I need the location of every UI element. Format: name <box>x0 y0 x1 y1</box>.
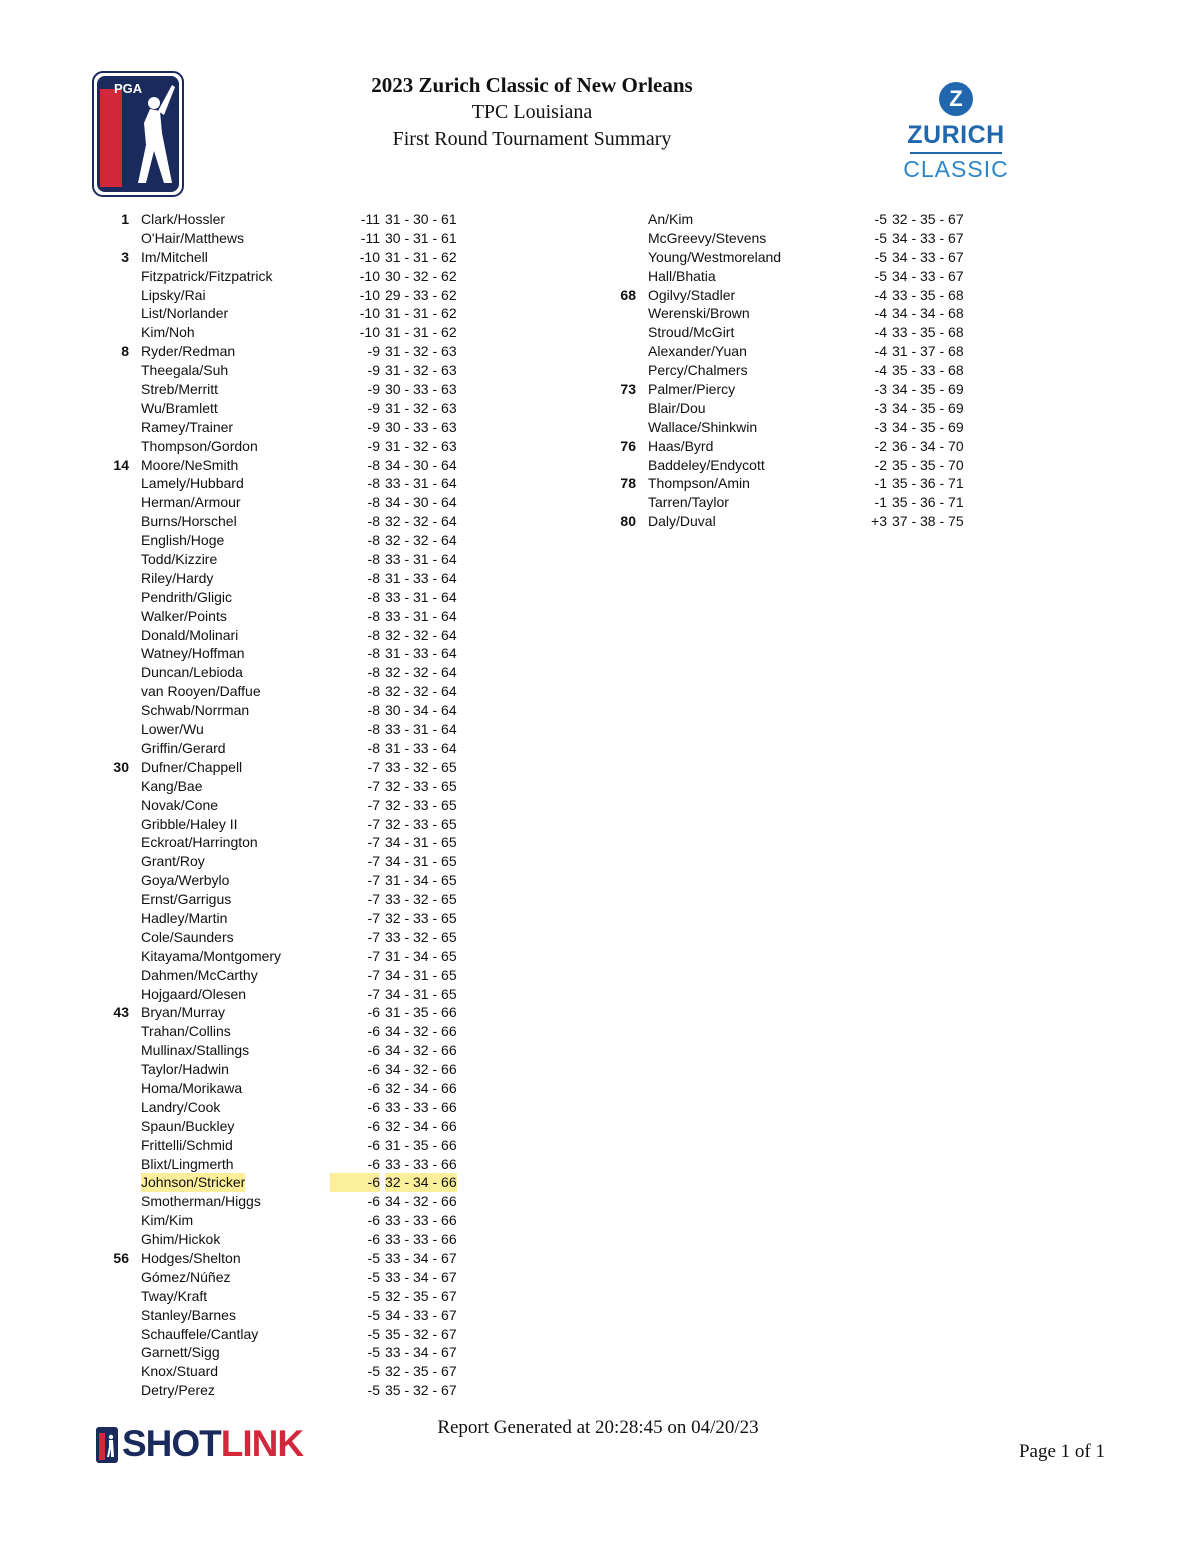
round-scores-cell: 33 - 33 - 66 <box>385 1155 457 1172</box>
to-par-cell: -2 <box>874 437 887 454</box>
shotlink-shot-text: SHOT <box>122 1423 221 1464</box>
to-par-cell: -8 <box>367 683 380 700</box>
to-par-cell: -6 <box>367 1212 380 1229</box>
shotlink-logo <box>96 1424 341 1466</box>
round-scores-cell: 30 - 31 - 61 <box>385 229 457 246</box>
team-name-cell: Cole/Saunders <box>141 928 234 945</box>
team-name-cell: Hadley/Martin <box>141 909 228 926</box>
to-par-cell: -5 <box>367 1363 380 1380</box>
team-name-cell: Hall/Bhatia <box>648 267 716 284</box>
round-scores-cell: 33 - 34 - 67 <box>385 1249 457 1266</box>
to-par-cell: -7 <box>367 985 380 1002</box>
position-cell: 56 <box>113 1249 129 1266</box>
round-scores-cell: 31 - 35 - 66 <box>385 1004 457 1021</box>
to-par-cell: -9 <box>367 343 380 360</box>
team-name-cell: Ernst/Garrigus <box>141 891 232 908</box>
round-scores-cell: 31 - 34 - 65 <box>385 947 457 964</box>
round-scores-cell: 31 - 35 - 66 <box>385 1136 457 1153</box>
round-scores-cell: 34 - 34 - 68 <box>892 305 964 322</box>
round-scores-cell: 32 - 35 - 67 <box>385 1287 457 1304</box>
round-scores-cell: 31 - 32 - 63 <box>385 343 457 360</box>
round-scores-cell: 33 - 31 - 64 <box>385 551 457 568</box>
round-scores-cell: 34 - 30 - 64 <box>385 456 457 473</box>
team-name-cell: Garnett/Sigg <box>141 1344 220 1361</box>
to-par-cell: -1 <box>874 494 887 511</box>
shotlink-link-text: LINK <box>220 1423 304 1464</box>
to-par-cell: -8 <box>367 721 380 738</box>
team-name-cell: Bryan/Murray <box>141 1004 226 1021</box>
to-par-cell: -8 <box>367 607 380 624</box>
team-name-cell: Spaun/Buckley <box>141 1117 235 1134</box>
to-par-cell: -7 <box>367 966 380 983</box>
to-par-cell: -4 <box>874 286 887 303</box>
to-par-cell: -8 <box>367 645 380 662</box>
round-scores-cell: 35 - 36 - 71 <box>892 494 964 511</box>
team-name-cell: Kitayama/Montgomery <box>141 947 282 964</box>
zurich-divider <box>910 152 1002 154</box>
round-scores-cell: 34 - 32 - 66 <box>385 1061 457 1078</box>
team-name-cell: Stroud/McGirt <box>648 324 735 341</box>
team-name-cell: Homa/Morikawa <box>141 1079 243 1096</box>
to-par-cell: -3 <box>874 418 887 435</box>
round-scores-cell: 33 - 31 - 64 <box>385 588 457 605</box>
team-name-cell: Watney/Hoffman <box>141 645 245 662</box>
team-name-cell: Stanley/Barnes <box>141 1306 236 1323</box>
to-par-cell: -7 <box>367 777 380 794</box>
to-par-cell: -5 <box>874 229 887 246</box>
team-name-cell: Knox/Stuard <box>141 1363 219 1380</box>
zurich-classic-word: CLASSIC <box>903 156 1009 182</box>
team-name-cell: Landry/Cook <box>141 1098 221 1115</box>
round-scores-cell: 34 - 31 - 65 <box>385 853 457 870</box>
to-par-cell: -6 <box>330 1173 380 1192</box>
position-cell: 43 <box>113 1004 129 1021</box>
round-scores-cell: 33 - 31 - 64 <box>385 721 457 738</box>
team-name-cell: Blair/Dou <box>648 399 706 416</box>
round-scores-cell: 31 - 34 - 65 <box>385 872 457 889</box>
team-name-cell: Wallace/Shinkwin <box>648 418 758 435</box>
to-par-cell: -5 <box>367 1325 380 1342</box>
team-name-cell: Haas/Byrd <box>648 437 714 454</box>
zurich-wordmark: ZURICH <box>907 121 1005 149</box>
team-name-cell: Hodges/Shelton <box>141 1249 241 1266</box>
to-par-cell: -6 <box>367 1004 380 1021</box>
round-scores-cell: 31 - 37 - 68 <box>892 343 964 360</box>
round-scores-cell: 32 - 32 - 64 <box>385 626 457 643</box>
round-scores-cell: 29 - 33 - 62 <box>385 286 457 303</box>
team-name-cell: Duncan/Lebioda <box>141 664 243 681</box>
to-par-cell: -10 <box>359 305 380 322</box>
round-scores-cell: 31 - 30 - 61 <box>385 211 457 227</box>
team-name-cell: Alexander/Yuan <box>648 343 747 360</box>
to-par-cell: -6 <box>367 1155 380 1172</box>
team-name-cell: Dahmen/McCarthy <box>141 966 258 983</box>
to-par-cell: -6 <box>367 1061 380 1078</box>
team-name-cell: Kang/Bae <box>141 777 203 794</box>
to-par-cell: -5 <box>367 1306 380 1323</box>
round-scores-cell: 33 - 33 - 66 <box>385 1231 457 1248</box>
zurich-mark-icon: Z <box>939 82 973 116</box>
round-scores-cell: 32 - 35 - 67 <box>892 211 964 227</box>
round-scores-cell: 34 - 35 - 69 <box>892 418 964 435</box>
to-par-cell: -6 <box>367 1136 380 1153</box>
to-par-cell: -9 <box>367 362 380 379</box>
team-name-cell: Goya/Werbylo <box>141 872 230 889</box>
to-par-cell: -5 <box>367 1382 380 1399</box>
team-name-cell: van Rooyen/Daffue <box>141 683 261 700</box>
team-name-cell: Palmer/Piercy <box>648 381 736 398</box>
team-name-cell: Gribble/Haley II <box>141 815 238 832</box>
team-name-cell: Tarren/Taylor <box>648 494 729 511</box>
to-par-cell: -4 <box>874 362 887 379</box>
round-scores-cell: 34 - 33 - 67 <box>892 267 964 284</box>
to-par-cell: -7 <box>367 928 380 945</box>
to-par-cell: -8 <box>367 532 380 549</box>
round-scores-cell: 31 - 33 - 64 <box>385 739 457 756</box>
team-name-cell: Johnson/Stricker <box>141 1174 246 1191</box>
round-scores-cell: 32 - 33 - 65 <box>385 777 457 794</box>
round-scores-cell: 32 - 34 - 66 <box>385 1174 457 1191</box>
position-cell: 8 <box>121 343 129 360</box>
team-name-cell: Smotherman/Higgs <box>141 1193 261 1210</box>
to-par-cell: -8 <box>367 551 380 568</box>
round-scores-cell: 32 - 32 - 64 <box>385 513 457 530</box>
to-par-cell: -9 <box>367 418 380 435</box>
to-par-cell: -5 <box>874 248 887 265</box>
round-scores-cell: 35 - 35 - 70 <box>892 456 964 473</box>
team-name-cell: Hojgaard/Olesen <box>141 985 247 1002</box>
to-par-cell: -7 <box>367 834 380 851</box>
team-name-cell: Herman/Armour <box>141 494 241 511</box>
to-par-cell: -7 <box>367 872 380 889</box>
round-scores-cell: 33 - 35 - 68 <box>892 324 964 341</box>
round-scores-cell: 30 - 34 - 64 <box>385 702 457 719</box>
team-name-cell: Blixt/Lingmerth <box>141 1155 234 1172</box>
to-par-cell: -1 <box>874 475 887 492</box>
position-cell: 14 <box>113 456 129 473</box>
to-par-cell: -5 <box>874 267 887 284</box>
round-scores-cell: 31 - 32 - 63 <box>385 362 457 379</box>
to-par-cell: -5 <box>367 1287 380 1304</box>
team-name-cell: Frittelli/Schmid <box>141 1136 233 1153</box>
to-par-cell: -8 <box>367 513 380 530</box>
team-name-cell: Schauffele/Cantlay <box>141 1325 259 1342</box>
round-scores-cell: 33 - 32 - 65 <box>385 928 457 945</box>
round-scores-cell: 33 - 31 - 64 <box>385 607 457 624</box>
round-scores-cell: 34 - 33 - 67 <box>892 229 964 246</box>
team-name-cell: Daly/Duval <box>648 513 716 530</box>
team-name-cell: Detry/Perez <box>141 1382 215 1399</box>
team-name-cell: Theegala/Suh <box>141 362 229 379</box>
to-par-cell: -10 <box>359 286 380 303</box>
team-name-cell: Griffin/Gerard <box>141 739 226 756</box>
to-par-cell: -5 <box>874 211 887 227</box>
position-cell: 80 <box>620 513 636 530</box>
position-cell: 1 <box>121 211 129 227</box>
round-scores-cell: 35 - 33 - 68 <box>892 362 964 379</box>
team-name-cell: Taylor/Hadwin <box>141 1061 229 1078</box>
team-name-cell: McGreevy/Stevens <box>648 229 767 246</box>
pga-tour-mini-icon <box>96 1427 118 1463</box>
round-scores-cell: 33 - 33 - 66 <box>385 1212 457 1229</box>
to-par-cell: -10 <box>359 267 380 284</box>
to-par-cell: -8 <box>367 475 380 492</box>
team-name-cell: Schwab/Norrman <box>141 702 250 719</box>
team-name-cell: Young/Westmoreland <box>648 248 782 265</box>
team-name-cell: Eckroat/Harrington <box>141 834 258 851</box>
round-scores-cell: 32 - 33 - 65 <box>385 796 457 813</box>
round-scores-cell: 34 - 35 - 69 <box>892 381 964 398</box>
round-scores-cell: 33 - 33 - 66 <box>385 1098 457 1115</box>
team-name-cell: Clark/Hossler <box>141 211 226 227</box>
round-scores-cell: 33 - 34 - 67 <box>385 1268 457 1285</box>
team-name-cell: Pendrith/Gligic <box>141 588 233 605</box>
round-scores-cell: 31 - 33 - 64 <box>385 569 457 586</box>
to-par-cell: -5 <box>367 1249 380 1266</box>
to-par-cell: -8 <box>367 588 380 605</box>
team-name-cell: Walker/Points <box>141 607 227 624</box>
team-name-cell: Ghim/Hickok <box>141 1231 221 1248</box>
team-name-cell: Streb/Merritt <box>141 381 219 398</box>
team-name-cell: Moore/NeSmith <box>141 456 239 473</box>
round-scores-cell: 33 - 32 - 65 <box>385 758 457 775</box>
to-par-cell: -5 <box>367 1268 380 1285</box>
team-name-cell: Lower/Wu <box>141 721 204 738</box>
report-subtitle: First Round Tournament Summary <box>392 128 672 150</box>
pga-tour-logo <box>92 71 184 197</box>
to-par-cell: -11 <box>360 229 380 246</box>
to-par-cell: -4 <box>874 324 887 341</box>
team-name-cell: Grant/Roy <box>141 853 205 870</box>
round-scores-cell: 31 - 31 - 62 <box>385 248 457 265</box>
to-par-cell: -10 <box>359 324 380 341</box>
team-name-cell: Riley/Hardy <box>141 569 214 586</box>
team-name-cell: Im/Mitchell <box>141 248 208 265</box>
team-name-cell: English/Hoge <box>141 532 225 549</box>
team-name-cell: Trahan/Collins <box>141 1023 231 1040</box>
to-par-cell: -7 <box>367 891 380 908</box>
team-name-cell: Percy/Chalmers <box>648 362 748 379</box>
round-scores-cell: 32 - 34 - 66 <box>385 1079 457 1096</box>
team-name-cell: Tway/Kraft <box>141 1287 208 1304</box>
team-name-cell: Fitzpatrick/Fitzpatrick <box>141 267 273 284</box>
to-par-cell: -10 <box>359 248 380 265</box>
round-scores-cell: 34 - 33 - 67 <box>892 248 964 265</box>
to-par-cell: -5 <box>367 1344 380 1361</box>
team-name-cell: Lamely/Hubbard <box>141 475 244 492</box>
to-par-cell: -6 <box>367 1193 380 1210</box>
round-scores-cell: 33 - 32 - 65 <box>385 891 457 908</box>
to-par-cell: -7 <box>367 909 380 926</box>
round-scores-cell: 34 - 30 - 64 <box>385 494 457 511</box>
round-scores-cell: 34 - 35 - 69 <box>892 399 964 416</box>
to-par-cell: -8 <box>367 494 380 511</box>
round-scores-cell: 32 - 32 - 64 <box>385 664 457 681</box>
team-name-cell: Donald/Molinari <box>141 626 239 643</box>
round-scores-cell: 34 - 31 - 65 <box>385 966 457 983</box>
round-scores-cell: 34 - 33 - 67 <box>385 1306 457 1323</box>
to-par-cell: +3 <box>871 513 887 530</box>
to-par-cell: -11 <box>360 211 380 227</box>
round-scores-cell: 35 - 32 - 67 <box>385 1382 457 1399</box>
team-name-cell: Kim/Noh <box>141 324 195 341</box>
round-scores-cell: 32 - 32 - 64 <box>385 683 457 700</box>
round-scores-cell: 31 - 32 - 63 <box>385 399 457 416</box>
to-par-cell: -6 <box>367 1079 380 1096</box>
round-scores-cell: 37 - 38 - 75 <box>892 513 964 530</box>
round-scores-cell: 33 - 31 - 64 <box>385 475 457 492</box>
round-scores-cell: 35 - 32 - 67 <box>385 1325 457 1342</box>
round-scores-cell: 32 - 33 - 65 <box>385 815 457 832</box>
team-name-cell: Novak/Cone <box>141 796 219 813</box>
to-par-cell: -7 <box>367 853 380 870</box>
position-cell: 3 <box>121 248 129 265</box>
round-scores-cell: 32 - 35 - 67 <box>385 1363 457 1380</box>
team-name-cell: Thompson/Gordon <box>141 437 258 454</box>
team-name-cell: Kim/Kim <box>141 1212 194 1229</box>
pga-logo-text: PGA <box>114 81 143 96</box>
team-name-cell: O'Hair/Matthews <box>141 229 245 246</box>
report-generated-text: Report Generated at 20:28:45 on 04/20/23 <box>437 1417 759 1438</box>
to-par-cell: -8 <box>367 626 380 643</box>
to-par-cell: -6 <box>367 1042 380 1059</box>
round-scores-cell: 31 - 31 - 62 <box>385 324 457 341</box>
round-scores-cell: 34 - 31 - 65 <box>385 834 457 851</box>
to-par-cell: -6 <box>367 1098 380 1115</box>
to-par-cell: -7 <box>367 947 380 964</box>
team-name-cell: Burns/Horschel <box>141 513 237 530</box>
to-par-cell: -9 <box>367 437 380 454</box>
to-par-cell: -6 <box>367 1023 380 1040</box>
team-name-cell: Ramey/Trainer <box>141 418 234 435</box>
to-par-cell: -8 <box>367 702 380 719</box>
page-number: Page 1 of 1 <box>1018 1441 1105 1462</box>
team-name-cell: Lipsky/Rai <box>141 286 206 303</box>
round-scores-cell: 35 - 36 - 71 <box>892 475 964 492</box>
to-par-cell: -3 <box>874 399 887 416</box>
tournament-title: 2023 Zurich Classic of New Orleans <box>371 73 693 97</box>
round-scores-cell: 31 - 32 - 63 <box>385 437 457 454</box>
to-par-cell: -8 <box>367 664 380 681</box>
to-par-cell: -3 <box>874 381 887 398</box>
round-scores-cell: 34 - 31 - 65 <box>385 985 457 1002</box>
team-name-cell: Wu/Bramlett <box>141 399 218 416</box>
team-name-cell: Dufner/Chappell <box>141 758 243 775</box>
to-par-cell: -9 <box>367 399 380 416</box>
position-cell: 78 <box>620 475 636 492</box>
round-scores-cell: 32 - 34 - 66 <box>385 1117 457 1134</box>
to-par-cell: -7 <box>367 758 380 775</box>
team-name-cell: Todd/Kizzire <box>141 551 218 568</box>
to-par-cell: -2 <box>874 456 887 473</box>
round-scores-cell: 34 - 32 - 66 <box>385 1023 457 1040</box>
team-name-cell: Werenski/Brown <box>648 305 750 322</box>
to-par-cell: -8 <box>367 569 380 586</box>
team-name-cell: Ogilvy/Stadler <box>648 286 736 303</box>
title-block <box>282 72 782 153</box>
position-cell: 73 <box>620 381 636 398</box>
team-name-cell: An/Kim <box>648 211 694 227</box>
to-par-cell: -4 <box>874 305 887 322</box>
position-cell: 68 <box>620 286 636 303</box>
to-par-cell: -6 <box>367 1117 380 1134</box>
team-name-cell: Ryder/Redman <box>141 343 236 360</box>
round-scores-cell: 33 - 35 - 68 <box>892 286 964 303</box>
to-par-cell: -6 <box>367 1231 380 1248</box>
to-par-cell: -7 <box>367 815 380 832</box>
round-scores-cell: 34 - 32 - 66 <box>385 1042 457 1059</box>
team-name-cell: Baddeley/Endycott <box>648 456 765 473</box>
round-scores-cell: 32 - 33 - 65 <box>385 909 457 926</box>
round-scores-cell: 34 - 32 - 66 <box>385 1193 457 1210</box>
team-name-cell: Gómez/Núñez <box>141 1268 231 1285</box>
position-cell: 30 <box>113 758 129 775</box>
round-scores-cell: 36 - 34 - 70 <box>892 437 964 454</box>
to-par-cell: -8 <box>367 456 380 473</box>
to-par-cell: -9 <box>367 381 380 398</box>
round-scores-cell: 31 - 31 - 62 <box>385 305 457 322</box>
round-scores-cell: 33 - 34 - 67 <box>385 1344 457 1361</box>
zurich-classic-logo <box>900 82 1012 192</box>
team-name-cell: Thompson/Amin <box>648 475 750 492</box>
team-name-cell: Mullinax/Stallings <box>141 1042 250 1059</box>
round-scores-cell: 30 - 32 - 62 <box>385 267 457 284</box>
to-par-cell: -4 <box>874 343 887 360</box>
to-par-cell: -7 <box>367 796 380 813</box>
round-scores-cell: 32 - 32 - 64 <box>385 532 457 549</box>
round-scores-cell: 30 - 33 - 63 <box>385 418 457 435</box>
shotlink-wordmark <box>122 1422 303 1466</box>
round-scores-cell: 30 - 33 - 63 <box>385 381 457 398</box>
venue-name: TPC Louisiana <box>471 101 593 123</box>
to-par-cell: -8 <box>367 739 380 756</box>
round-scores-cell: 31 - 33 - 64 <box>385 645 457 662</box>
team-name-cell: List/Norlander <box>141 305 229 322</box>
position-cell: 76 <box>620 437 636 454</box>
